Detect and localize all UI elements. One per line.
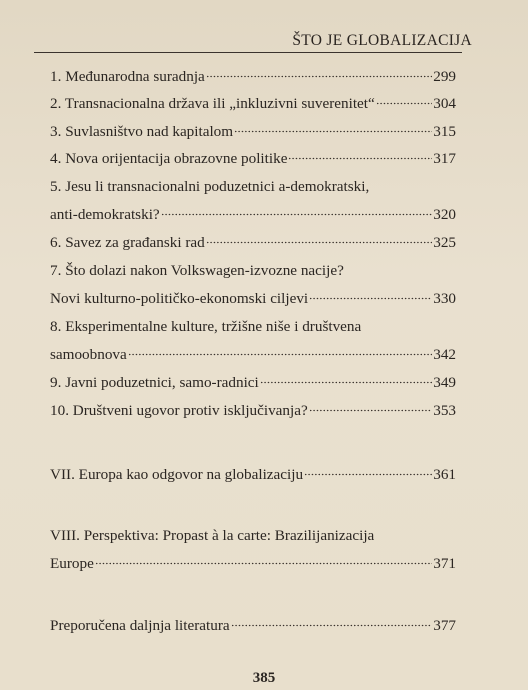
toc-entry xyxy=(50,316,456,366)
toc-entry-title: 8. Eksperimentalne kulture, tržišne niše i društvena xyxy=(50,318,362,335)
running-header: ŠTO JE GLOBALIZACIJA xyxy=(292,32,472,49)
toc-entry-title-continued: Europe xyxy=(50,555,94,572)
toc-entry xyxy=(50,372,456,394)
dot-leader xyxy=(260,381,432,384)
toc-entry xyxy=(50,121,456,143)
toc-entry-title: 9. Javni poduzetnici, samo-radnici xyxy=(50,374,259,391)
toc-entry-title: 10. Društveni ugovor protiv isključivanja? xyxy=(50,402,308,419)
toc-entry xyxy=(50,260,456,310)
toc-page-number: 320 xyxy=(433,206,456,223)
toc-entry-title: 5. Jesu li transnacionalni poduzetnici a-demokratski, xyxy=(50,178,370,195)
dot-leader xyxy=(206,241,432,244)
toc-entry-title: 2. Transnacionalna država ili „inkluzivni suverenitet“ xyxy=(50,95,375,112)
dot-leader xyxy=(234,130,432,133)
toc-entry-title-continued: anti-demokratski? xyxy=(50,206,160,223)
toc-entry-title: 6. Savez za građanski rad xyxy=(50,234,205,251)
dot-leader xyxy=(161,213,433,216)
toc-chapter-entry xyxy=(50,525,456,575)
toc-entry xyxy=(50,232,456,254)
dot-leader xyxy=(288,157,432,160)
toc-entry-title: 7. Što dolazi nakon Volkswagen-izvozne nacije? xyxy=(50,262,344,279)
toc-page-number: 299 xyxy=(433,68,456,85)
toc-entry xyxy=(50,176,456,226)
dot-leader xyxy=(376,102,432,105)
toc-page-number: 361 xyxy=(433,466,456,483)
toc-entry xyxy=(50,66,456,88)
dot-leader xyxy=(95,562,432,565)
page-number-footer: 385 xyxy=(252,670,276,686)
toc-entry-title: Preporučena daljnja literatura xyxy=(50,617,230,634)
toc-entry-title: VIII. Perspektiva: Propast à la carte: Brazilijanizacija xyxy=(50,527,375,544)
toc-entry xyxy=(50,615,456,637)
header-rule xyxy=(34,52,462,53)
dot-leader xyxy=(231,624,433,627)
toc-page-number: 371 xyxy=(433,555,456,572)
toc-page-number: 349 xyxy=(433,374,456,391)
toc-chapter-entry xyxy=(50,464,456,486)
toc-entry-title: 3. Suvlasništvo nad kapitalom xyxy=(50,123,234,140)
toc-entry-title-continued: Novi kulturno-političko-ekonomski ciljevi xyxy=(50,290,309,307)
toc-entry xyxy=(50,400,456,422)
dot-leader xyxy=(309,297,432,300)
toc-entry xyxy=(50,148,456,170)
dot-leader xyxy=(309,409,432,412)
toc-entry-title: VII. Europa kao odgovor na globalizaciju xyxy=(50,466,304,483)
dot-leader xyxy=(128,353,432,356)
dot-leader xyxy=(304,473,432,476)
toc-page-number: 342 xyxy=(433,346,456,363)
toc-page-number: 330 xyxy=(433,290,456,307)
toc-entry-title: 4. Nova orijentacija obrazovne politike xyxy=(50,150,288,167)
toc-page-number: 315 xyxy=(433,123,456,140)
toc-page-number: 377 xyxy=(433,617,456,634)
toc-page-number: 353 xyxy=(433,402,456,419)
toc-entry-title: 1. Međunarodna suradnja xyxy=(50,68,205,85)
toc-entry xyxy=(50,93,456,115)
toc-page-number: 304 xyxy=(433,95,456,112)
toc-entry-title-continued: samoobnova xyxy=(50,346,127,363)
dot-leader xyxy=(206,75,432,78)
toc-page-number: 317 xyxy=(433,150,456,167)
toc-page-number: 325 xyxy=(433,234,456,251)
